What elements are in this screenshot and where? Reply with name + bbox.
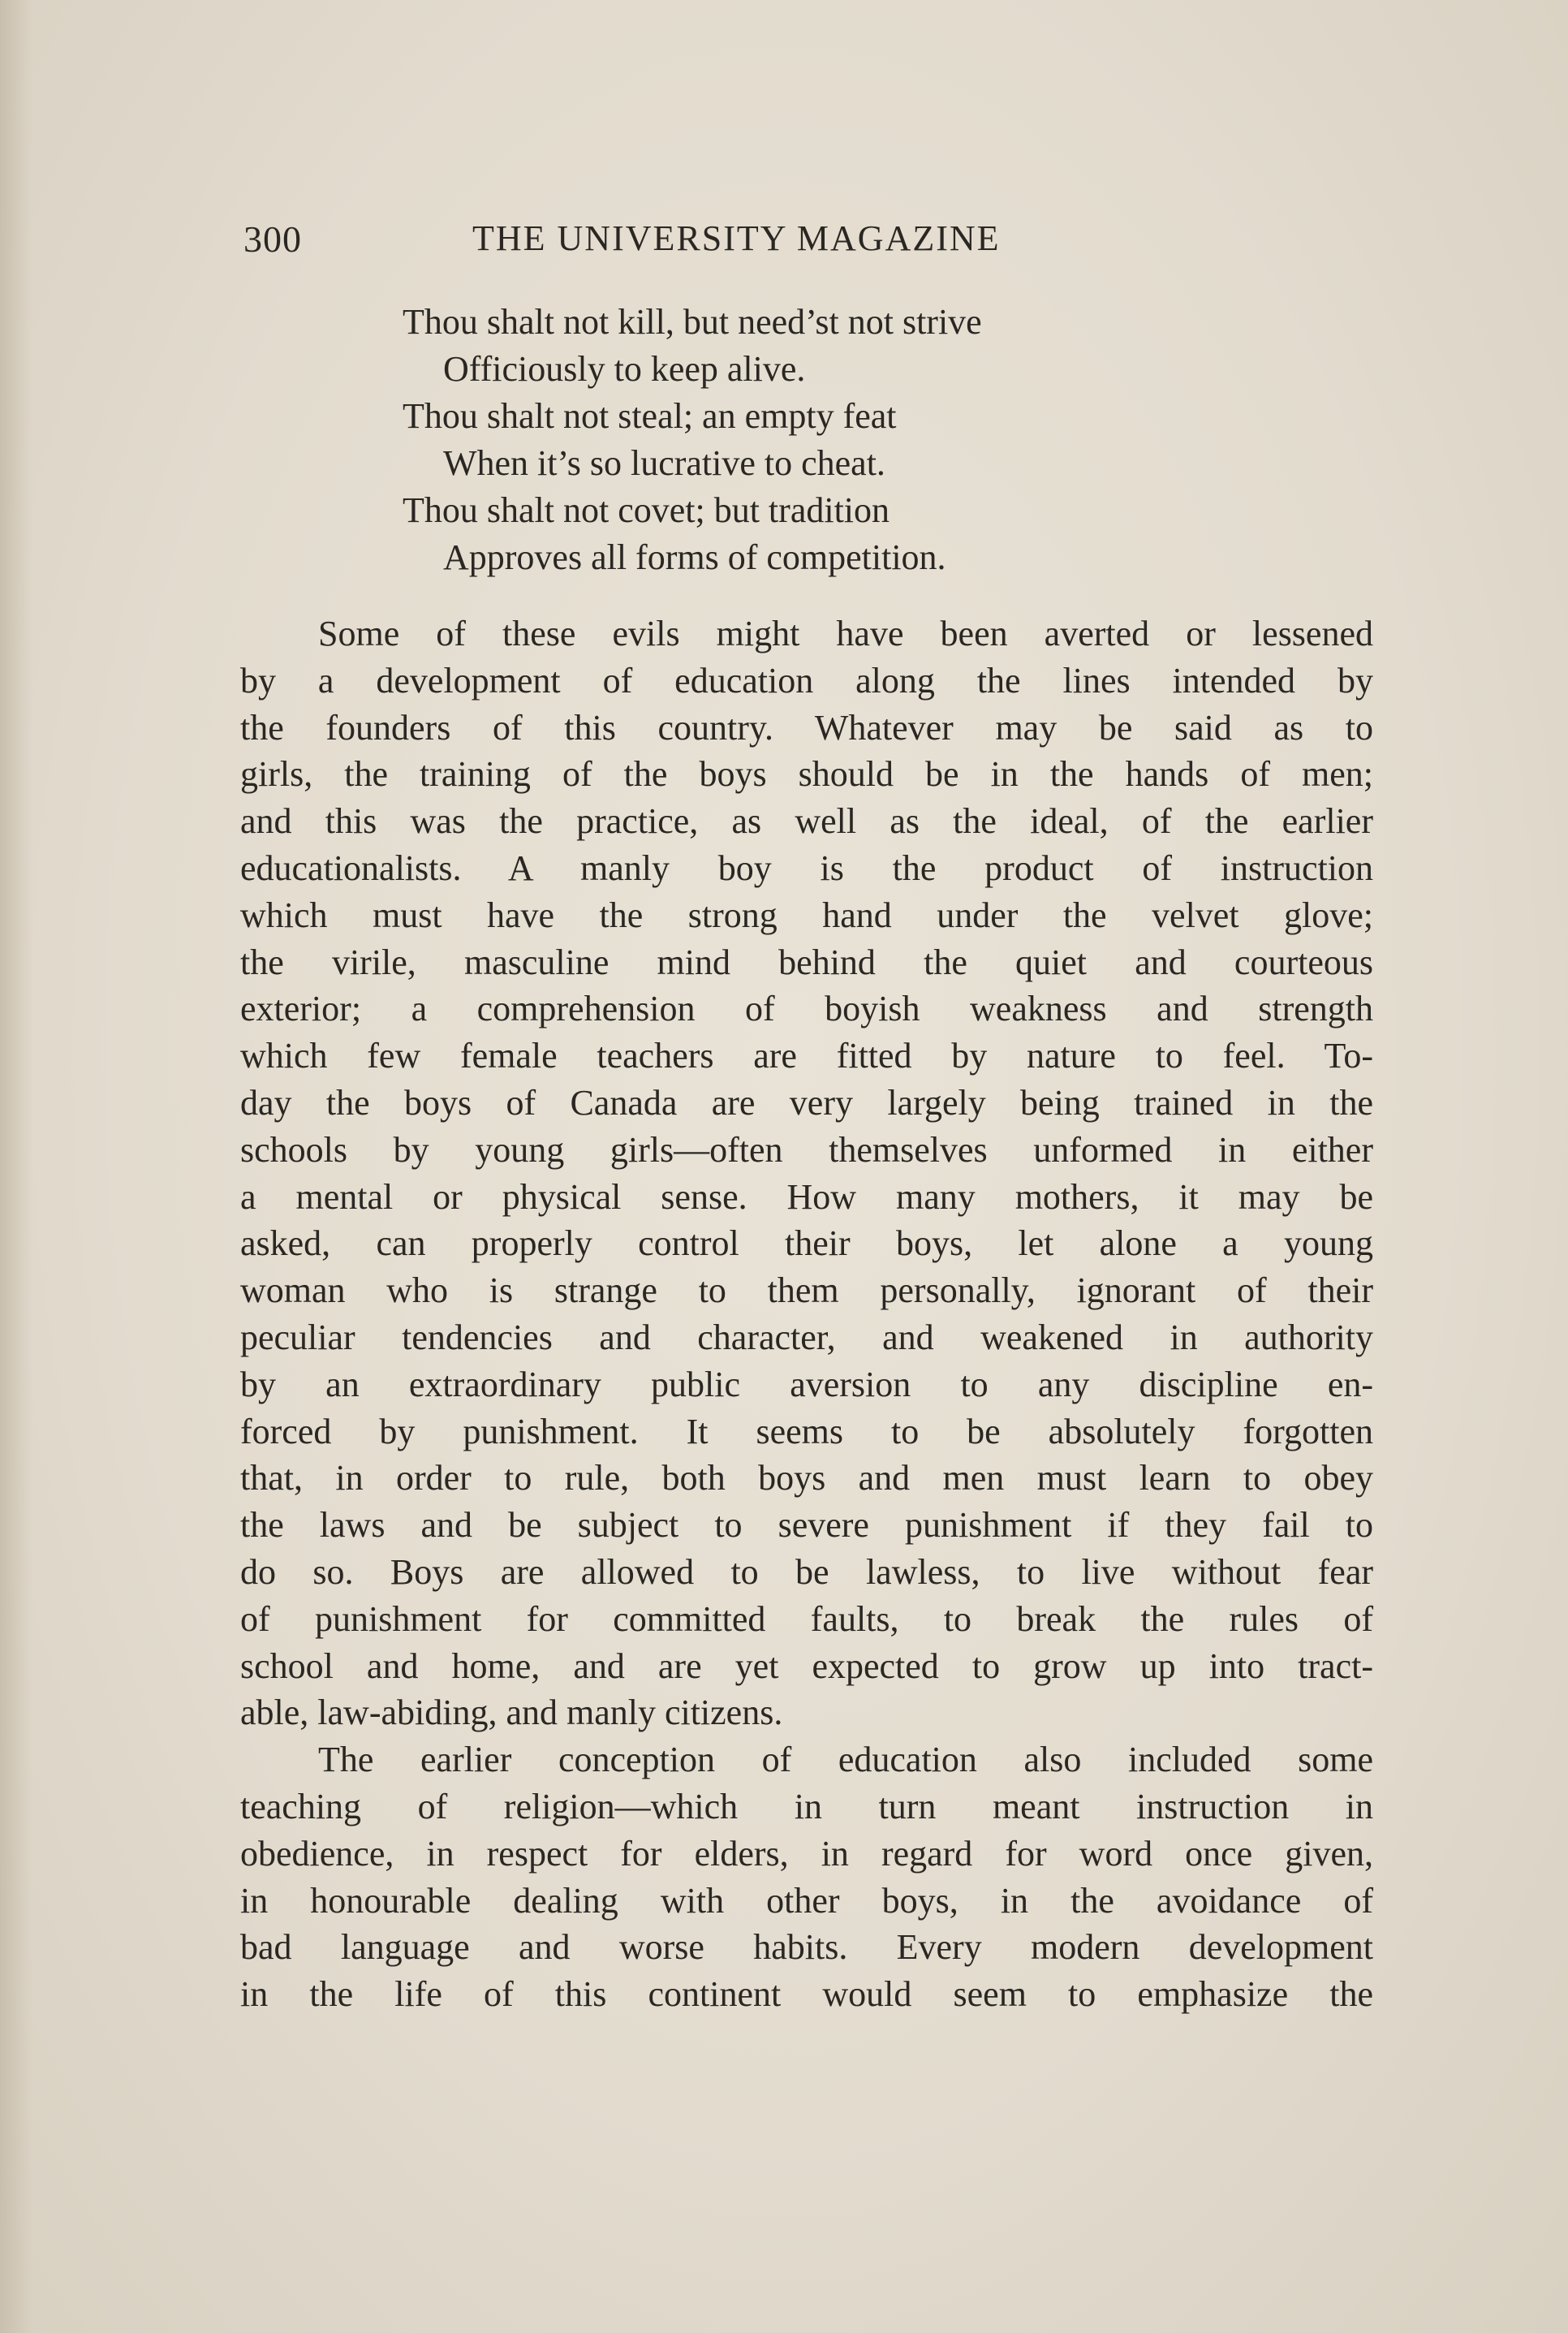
text-line: schools by young girls—often themselves unformed in either (240, 1129, 1373, 1170)
page-number: 300 (243, 218, 302, 260)
text-line: peculiar tendencies and character, and weakened in authority (240, 1317, 1373, 1357)
text-line: exterior; a comprehension of boyish weakness and strength (240, 989, 1373, 1029)
text-line: in the life of this continent would seem to emphasize the (240, 1974, 1373, 2015)
poem-line: Officiously to keep alive. (443, 349, 806, 389)
text-line: asked, can properly control their boys, let alone a young (240, 1223, 1373, 1264)
text-line: able, law-abiding, and manly citizens. (240, 1693, 783, 1733)
poem-line: Thou shalt not kill, but need’st not strive (403, 302, 982, 342)
text-line: which few female teachers are fitted by nature to feel. To- (240, 1036, 1373, 1076)
text-line: do so. Boys are allowed to be lawless, to live without fear (240, 1551, 1373, 1592)
poem-line: Thou shalt not steal; an empty feat (403, 396, 897, 436)
text-line: that, in order to rule, both boys and men must learn to obey (240, 1458, 1373, 1499)
page-header (243, 218, 1104, 274)
text-line: day the boys of Canada are very largely being trained in the (240, 1082, 1373, 1123)
text-line: The earlier conception of education also included some (318, 1740, 1373, 1780)
text-line: teaching of religion—which in turn meant instruction in (240, 1786, 1373, 1826)
text-line: a mental or physical sense. How many mothers, it may be (240, 1176, 1373, 1217)
text-line: and this was the practice, as well as the ideal, of the earlier (240, 801, 1373, 842)
text-line: educationalists. A manly boy is the product of instruction (240, 847, 1373, 888)
text-line: bad language and worse habits. Every modern development (240, 1927, 1373, 1968)
text-line: woman who is strange to them personally, ignorant of their (240, 1270, 1373, 1311)
text-line: school and home, and are yet expected to grow up into tract- (240, 1645, 1373, 1686)
poem-line: Thou shalt not covet; but tradition (403, 490, 890, 530)
text-line: obedience, in respect for elders, in regard for word once given, (240, 1833, 1373, 1874)
spine-shadow (0, 0, 32, 2333)
text-line: by a development of education along the lines intended by (240, 660, 1373, 701)
text-line: the founders of this country. Whatever may be said as to (240, 707, 1373, 748)
running-title: THE UNIVERSITY MAGAZINE (472, 218, 1001, 258)
text-line: the laws and be subject to severe punishment if they fail to (240, 1505, 1373, 1546)
text-line: of punishment for committed faults, to break the rules of (240, 1598, 1373, 1639)
text-line: Some of these evils might have been averted or lessened (318, 614, 1373, 653)
text-line: forced by punishment. It seems to be absolutely forgotten (240, 1411, 1373, 1451)
text-line: by an extraordinary public aversion to any discipline en- (240, 1364, 1373, 1404)
poem-line: When it’s so lucrative to cheat. (443, 443, 885, 483)
text-line: the virile, masculine mind behind the quiet and courteous (240, 942, 1373, 982)
text-line: in honourable dealing with other boys, in the avoidance of (240, 1880, 1373, 1921)
text-line: girls, the training of the boys should be in the hands of men; (240, 754, 1373, 795)
text-line: which must have the strong hand under the velvet glove; (240, 895, 1373, 935)
body-text (240, 610, 1373, 2018)
poem-line: Approves all forms of competition. (443, 537, 946, 577)
poem-stanza (403, 299, 1198, 581)
